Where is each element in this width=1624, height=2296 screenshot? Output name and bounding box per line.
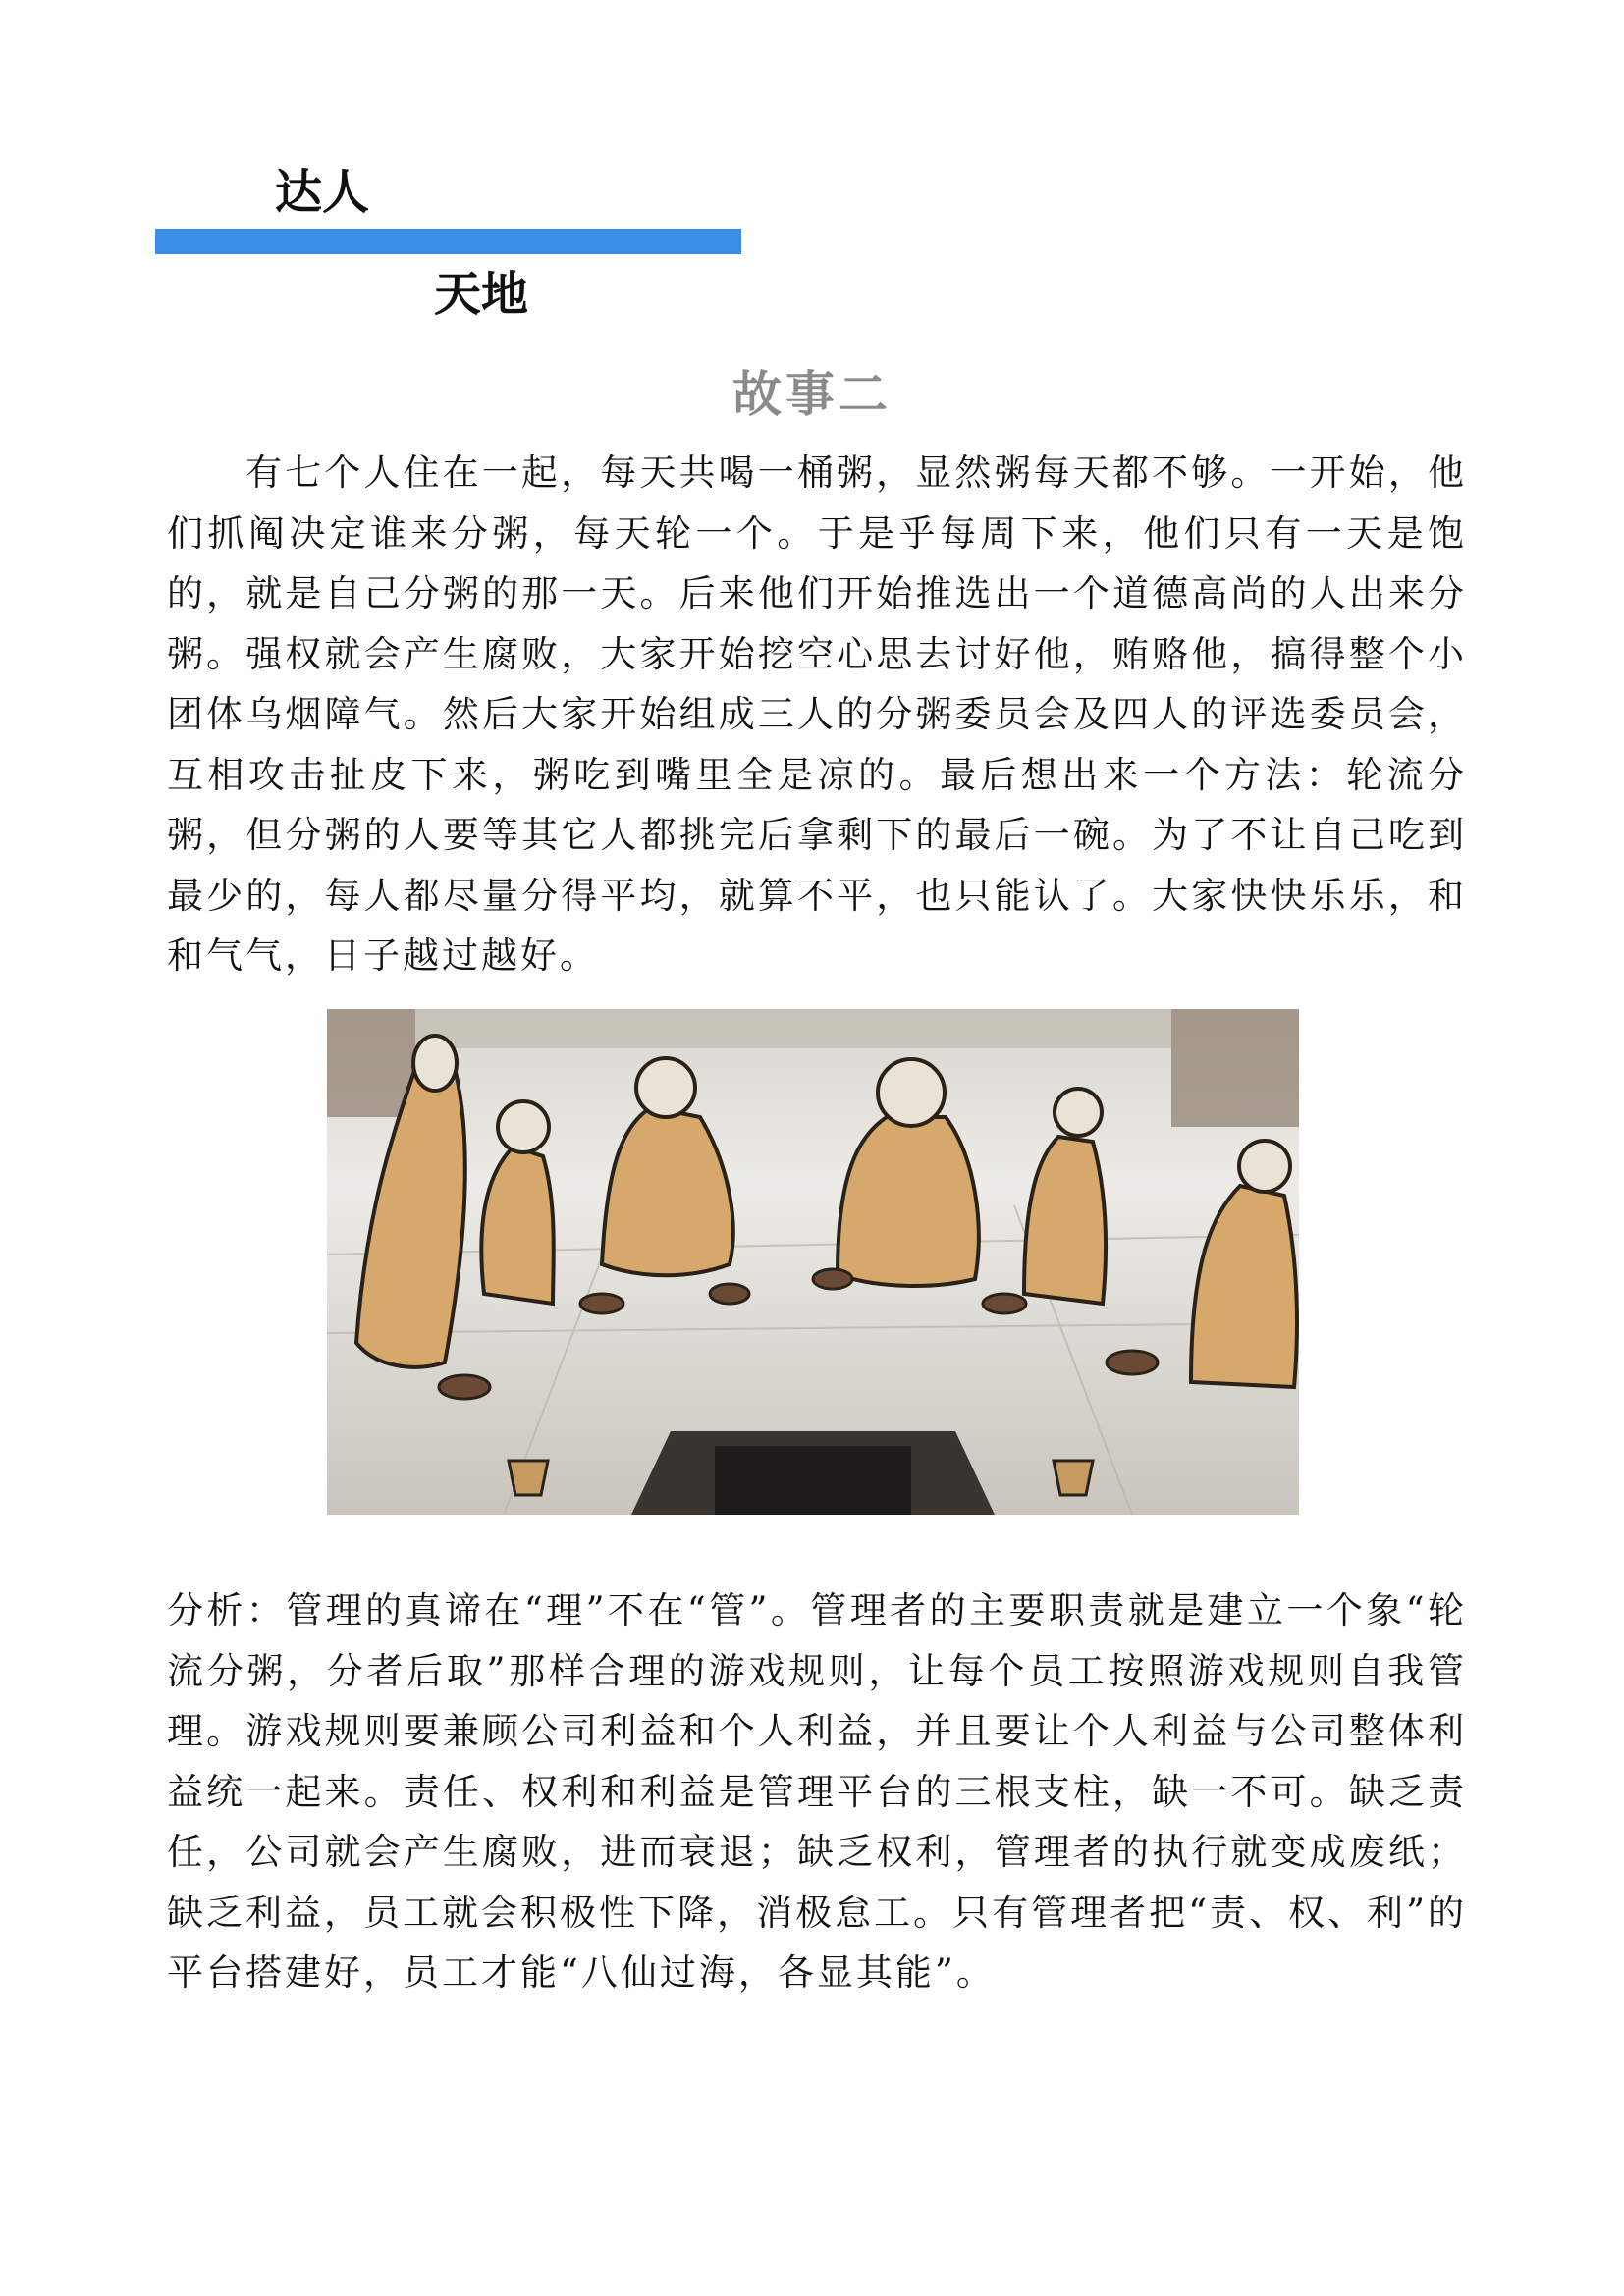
monks-illustration (327, 1009, 1299, 1515)
analysis-paragraph: 分析：管理的真谛在“理”不在“管”。管理者的主要职责就是建立一个象“轮流分粥，分者后取”那样合理的游戏规则，让每个员工按照游戏规则自我管理。游戏规则要兼顾公司利益和个人利益，并且要让个人利益与公司整体利益统一起来。责任、权利和利益是管理平台的三根支柱，缺一不可。缺乏责任，公司就会产生腐败，进而衰退；缺乏权利，管理者的执行就变成废纸；缺乏利益，员工就会积极性下降，消极怠工。只有管理者把“责、权、利”的平台搭建好，员工才能“八仙过海，各显其能”。 (167, 1589, 1467, 1994)
header-accent-bar (155, 229, 741, 254)
story-title: 故事二 (732, 365, 892, 423)
header-title-line1: 达人 (275, 165, 370, 220)
story-paragraph: 有七个人住在一起，每天共喝一桶粥，显然粥每天都不够。一开始，他们抓阄决定谁来分粥，每天轮一个。于是乎每周下来，他们只有一天是饱的，就是自己分粥的那一天。后来他们开始推选出一个道德高尚的人出来分粥。强权就会产生腐败，大家开始挖空心思去讨好他，贿赂他，搞得整个小团体乌烟障气。然后大家开始组成三人的分粥委员会及四人的评选委员会，互相攻击扯皮下来，粥吃到嘴里全是凉的。最后想出来一个方法：轮流分粥，但分粥的人要等其它人都挑完后拿剩下的最后一碗。为了不让自己吃到最少的，每人都尽量分得平均，就算不平，也只能认了。大家快快乐乐，和和气气，日子越过越好。 (167, 452, 1467, 977)
header-title-line2: 天地 (434, 267, 529, 322)
